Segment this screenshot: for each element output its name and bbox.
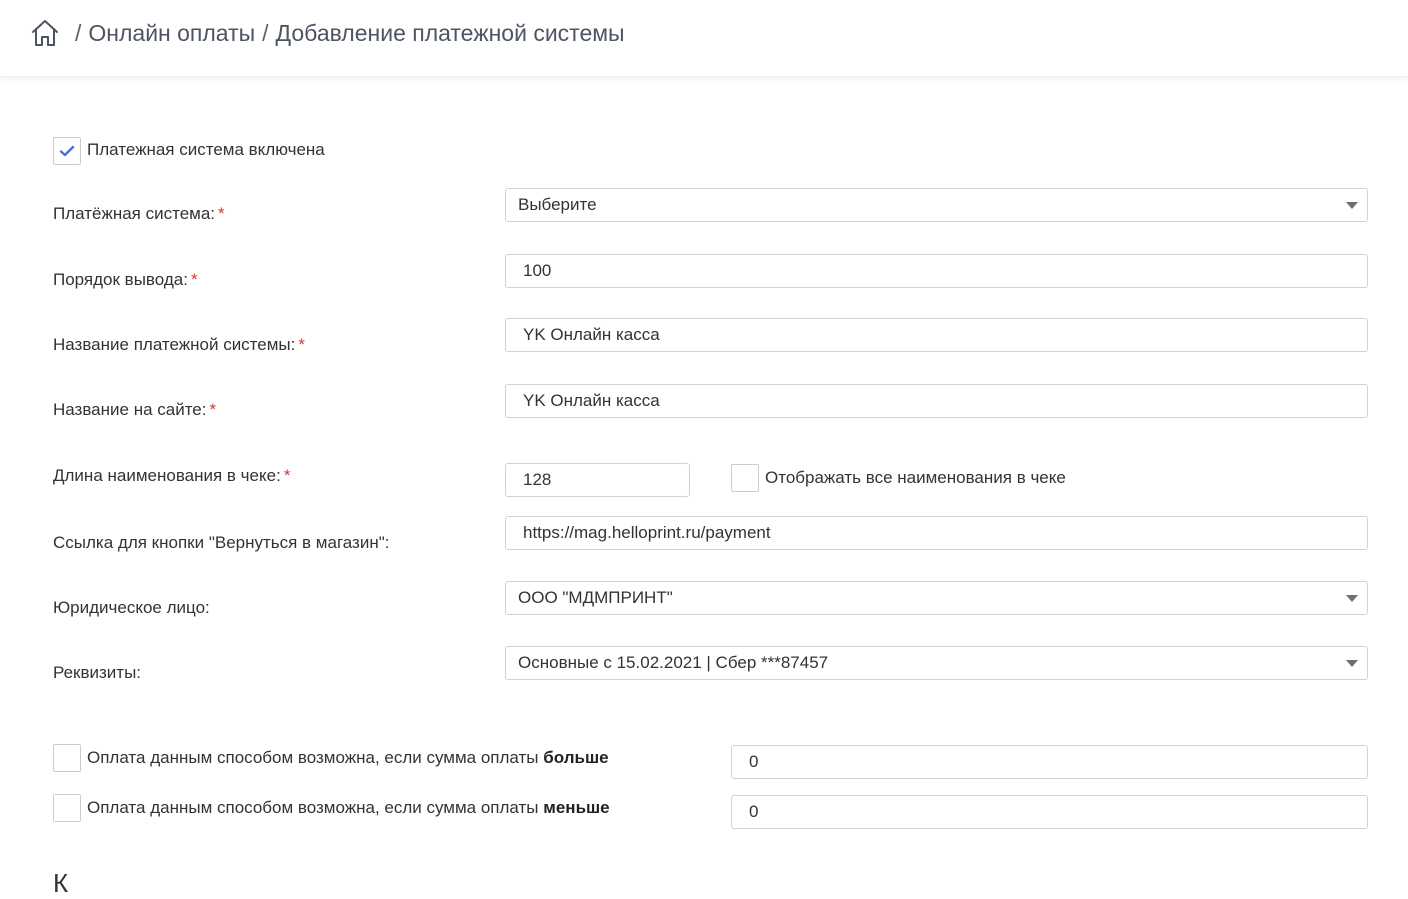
legal-entity-select[interactable] — [505, 581, 1368, 615]
receipt-length-label: Длина наименования в чеке: * — [53, 466, 291, 485]
payment-system-label: Платёжная система: * — [53, 204, 225, 223]
max-amount-label: Оплата данным способом возможна, если сумма оплаты меньше — [87, 798, 610, 817]
return-link-label: Ссылка для кнопки "Вернуться в магазин": — [53, 533, 390, 552]
breadcrumb — [30, 16, 625, 50]
receipt-length-input[interactable]: 128 — [505, 463, 690, 497]
section-heading: К — [53, 868, 69, 898]
show-all-names-label: Отображать все наименования в чеке — [765, 468, 1066, 487]
payment-system-select[interactable] — [505, 188, 1368, 222]
requisites-select[interactable] — [505, 646, 1368, 680]
chevron-down-icon — [1346, 595, 1358, 602]
show-all-names-checkbox[interactable] — [731, 464, 759, 492]
required-mark: * — [209, 400, 217, 419]
payment-system-value: Выберите — [518, 195, 597, 214]
site-name-input[interactable]: YK Онлайн касса — [505, 384, 1368, 418]
required-mark: * — [190, 270, 198, 289]
chevron-down-icon — [1346, 202, 1358, 209]
system-name-label: Название платежной системы: * — [53, 335, 305, 354]
required-mark: * — [218, 204, 225, 223]
breadcrumb-separator: / — [262, 19, 269, 46]
requisites-value: Основные с 15.02.2021 | Сбер ***87457 — [518, 653, 829, 672]
breadcrumb-current: Добавление платежной системы — [275, 19, 625, 46]
required-mark: * — [298, 335, 305, 354]
max-amount-input[interactable]: 0 — [731, 795, 1368, 829]
site-name-label: Название на сайте: * — [53, 400, 217, 419]
return-link-input[interactable]: https://mag.helloprint.ru/payment — [505, 516, 1368, 550]
requisites-label: Реквизиты: — [53, 663, 142, 682]
order-input[interactable]: 100 — [505, 254, 1368, 288]
min-amount-checkbox[interactable] — [53, 744, 81, 772]
required-mark: * — [283, 466, 291, 485]
min-amount-input[interactable]: 0 — [731, 745, 1368, 779]
check-icon — [59, 143, 75, 159]
home-icon[interactable] — [30, 18, 60, 48]
enabled-checkbox[interactable] — [53, 137, 81, 165]
top-bar — [0, 0, 1408, 77]
min-amount-label: Оплата данным способом возможна, если сумма оплаты больше — [87, 748, 609, 767]
legal-entity-label: Юридическое лицо: — [53, 598, 210, 617]
enabled-label: Платежная система включена — [87, 140, 325, 159]
max-amount-checkbox[interactable] — [53, 794, 81, 822]
legal-entity-value: ООО "МДМПРИНТ" — [518, 588, 673, 607]
breadcrumb-separator: / — [75, 19, 82, 46]
chevron-down-icon — [1346, 660, 1358, 667]
breadcrumb-online-payments[interactable]: Онлайн оплаты — [88, 19, 256, 46]
system-name-input[interactable]: YK Онлайн касса — [505, 318, 1368, 352]
order-label: Порядок вывода: * — [53, 270, 198, 289]
